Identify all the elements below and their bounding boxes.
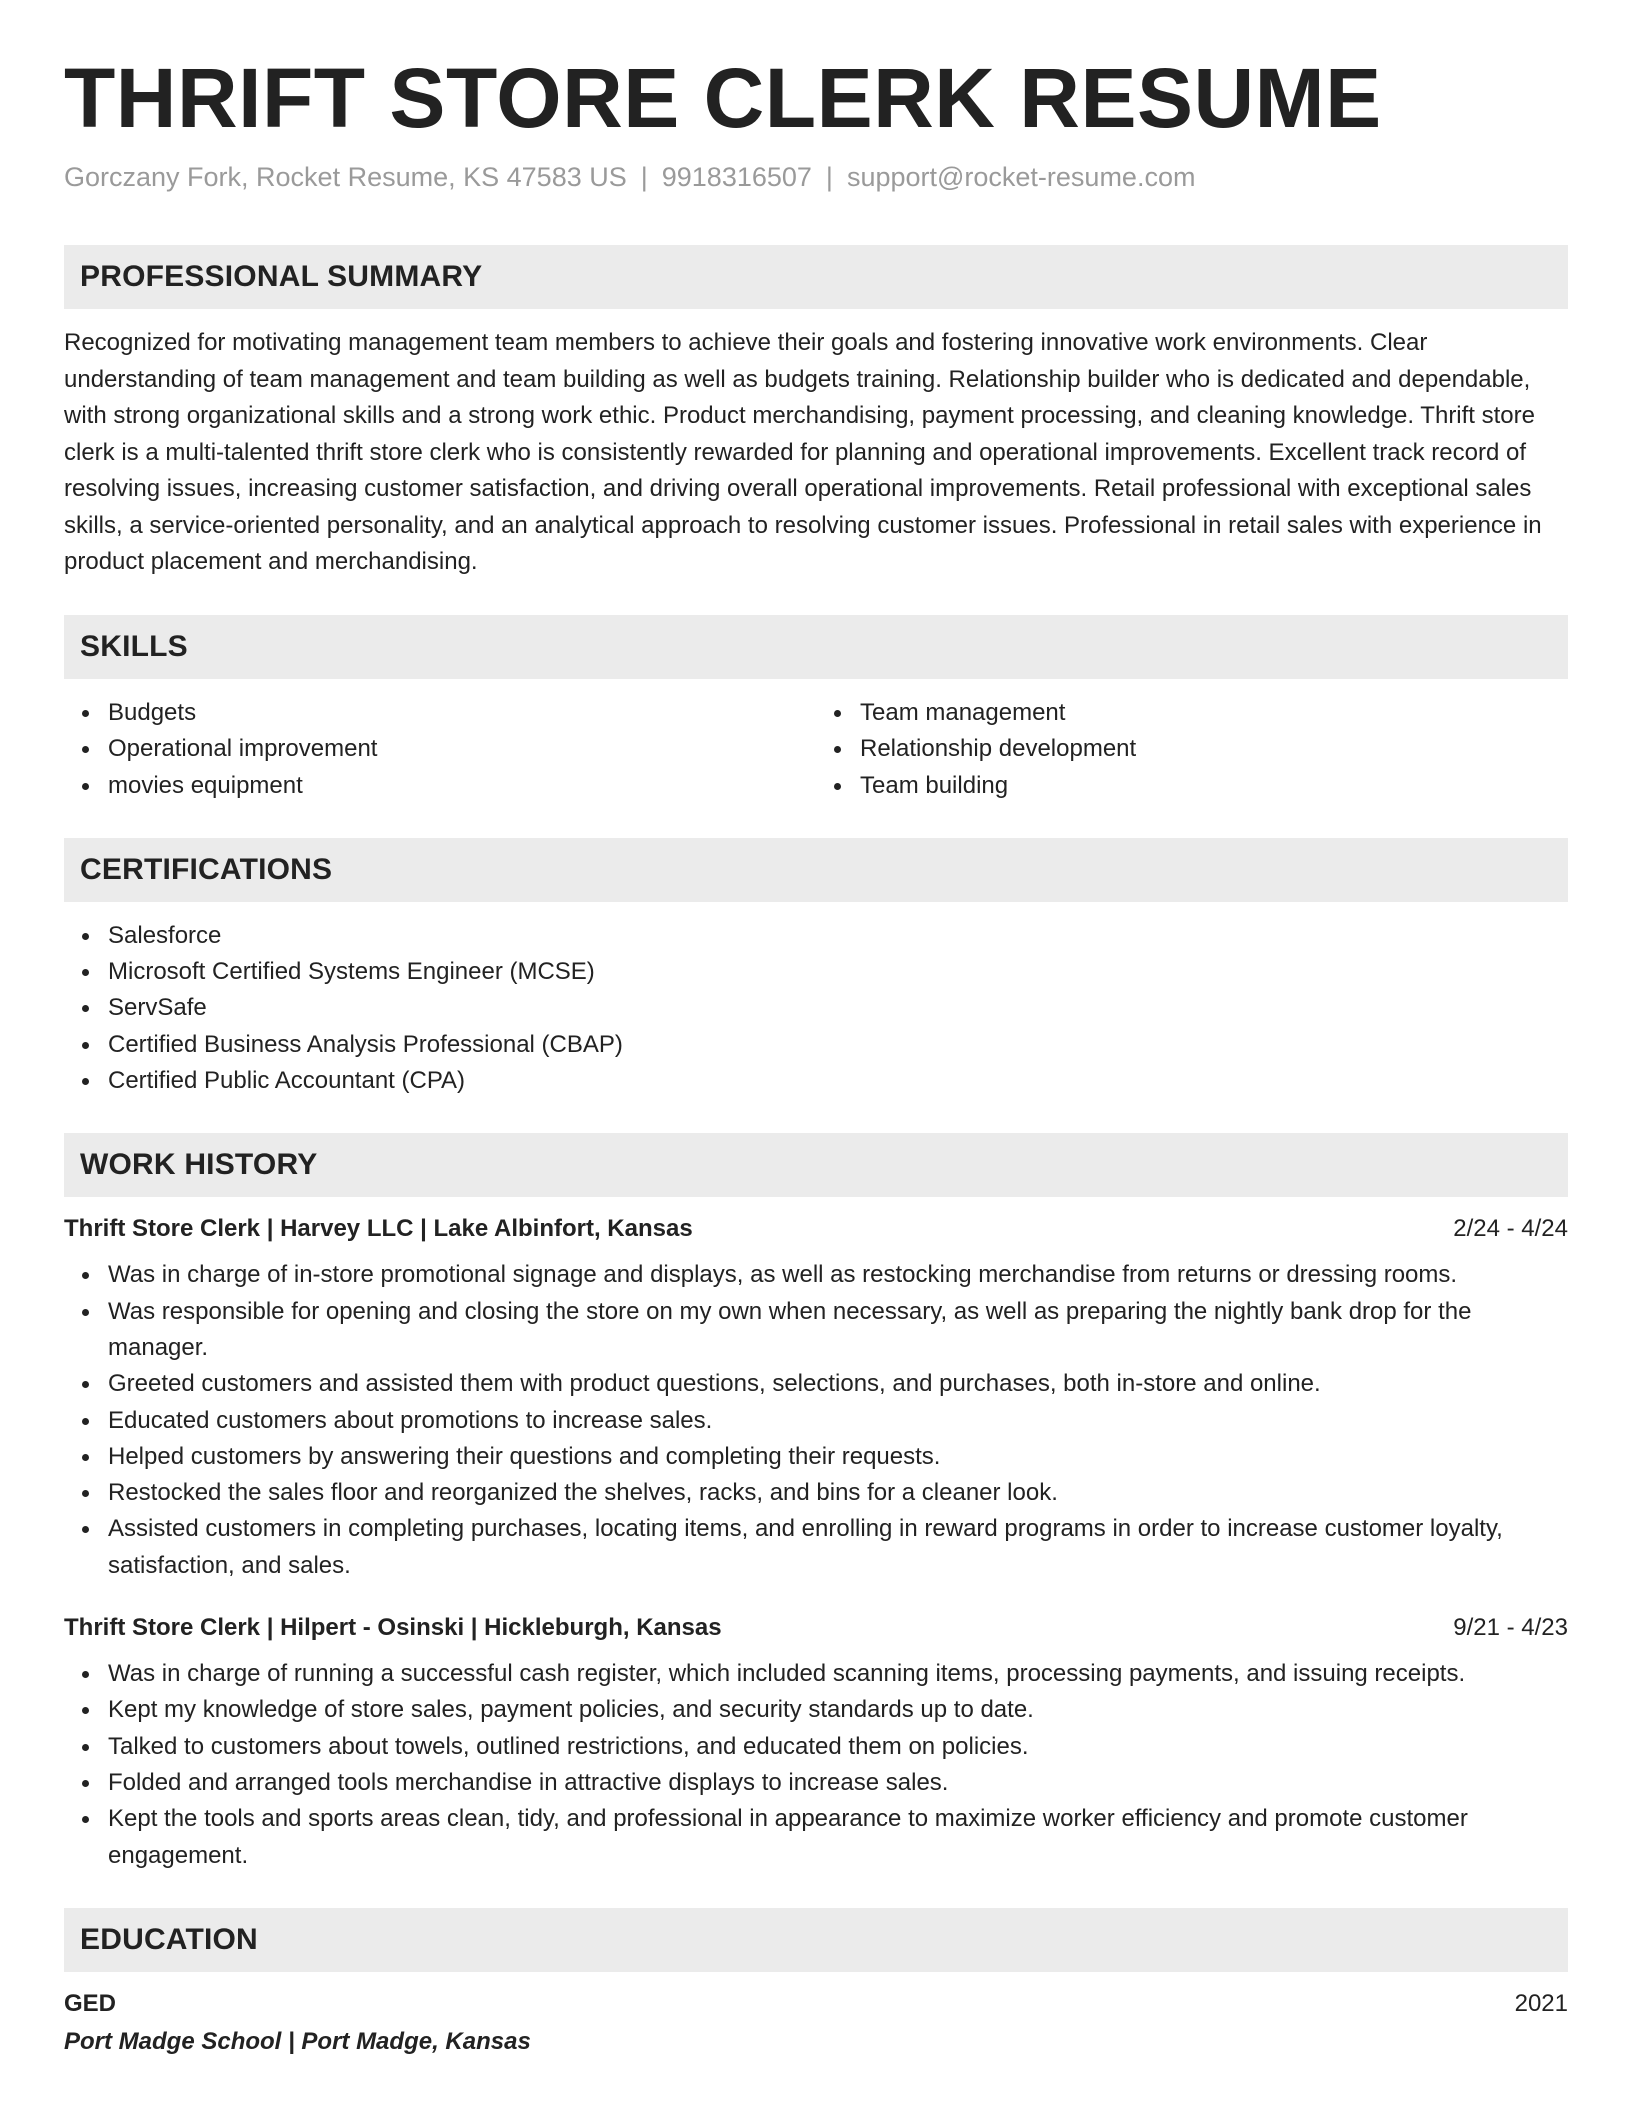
job-bullet: Was in charge of running a successful cash register, which included scanning items, processing payments, and issuing receipts.: [108, 1656, 1568, 1692]
job-entry: [64, 1215, 1568, 1584]
contact-address: Gorczany Fork, Rocket Resume, KS 47583 US: [64, 162, 627, 193]
education-degree: GED: [64, 1989, 117, 2017]
job-dates: 9/21 - 4/23: [1453, 1614, 1568, 1642]
certification-item: Certified Public Accountant (CPA): [108, 1063, 1568, 1099]
skill-item: Relationship development: [860, 731, 1568, 767]
section-title-work-history: WORK HISTORY: [80, 1148, 318, 1182]
job-bullet: Was in charge of in-store promotional signage and displays, as well as restocking merchandise from returns or dressing rooms.: [108, 1257, 1568, 1293]
job-bullet: Kept my knowledge of store sales, payment policies, and security standards up to date.: [108, 1692, 1568, 1728]
section-header-skills: [64, 615, 1568, 679]
job-title-line: Thrift Store Clerk | Harvey LLC | Lake Albinfort, Kansas: [64, 1215, 693, 1243]
section-title-certifications: CERTIFICATIONS: [80, 852, 333, 886]
job-bullet: Kept the tools and sports areas clean, tidy, and professional in appearance to maximize worker efficiency and promote customer engagement.: [108, 1801, 1568, 1874]
job-bullet: Assisted customers in completing purchases, locating items, and enrolling in reward programs in order to increase customer loyalty, satisfaction, and sales.: [108, 1511, 1568, 1584]
skill-item: Team building: [860, 768, 1568, 804]
contact-line: [64, 160, 1568, 195]
certification-item: ServSafe: [108, 990, 1568, 1026]
job-title-line: Thrift Store Clerk | Hilpert - Osinski | Hickleburgh, Kansas: [64, 1614, 722, 1642]
education-school: Port Madge School | Port Madge, Kansas: [64, 2027, 531, 2055]
skills-grid: [64, 695, 1568, 804]
job-bullet: Talked to customers about towels, outlined restrictions, and educated them on policies.: [108, 1729, 1568, 1765]
skills-list-left: [64, 695, 816, 804]
skill-item: Budgets: [108, 695, 816, 731]
contact-separator: |: [640, 162, 648, 193]
certification-item: Salesforce: [108, 918, 1568, 954]
education-year: 2021: [1514, 1989, 1568, 2017]
contact-separator: |: [825, 162, 833, 193]
skill-item: movies equipment: [108, 768, 816, 804]
resume-title: THRIFT STORE CLERK RESUME: [64, 51, 1382, 145]
job-bullet: Restocked the sales floor and reorganized the shelves, racks, and bins for a cleaner look.: [108, 1475, 1568, 1511]
skill-item: Operational improvement: [108, 731, 816, 767]
skills-list-right: [816, 695, 1568, 804]
contact-email: support@rocket-resume.com: [846, 162, 1196, 193]
job-dates: 2/24 - 4/24: [1453, 1215, 1568, 1243]
section-header-summary: [64, 245, 1568, 309]
job-bullet: Folded and arranged tools merchandise in attractive displays to increase sales.: [108, 1765, 1568, 1801]
job-header: [64, 1215, 1568, 1243]
job-bullets: [64, 1257, 1568, 1584]
section-title-education: EDUCATION: [80, 1922, 258, 1956]
certification-item: Certified Business Analysis Professional (CBAP): [108, 1027, 1568, 1063]
job-bullet: Educated customers about promotions to increase sales.: [108, 1403, 1568, 1439]
contact-phone: 9918316507: [661, 162, 812, 193]
section-header-work-history: [64, 1133, 1568, 1197]
job-bullet: Helped customers by answering their questions and completing their requests.: [108, 1439, 1568, 1475]
job-bullets: [64, 1656, 1568, 1874]
job-bullet: Greeted customers and assisted them with product questions, selections, and purchases, both in-store and online.: [108, 1366, 1568, 1402]
education-header: [64, 1990, 1568, 2018]
certification-item: Microsoft Certified Systems Engineer (MCSE): [108, 954, 1568, 990]
certifications-list: [64, 918, 1568, 1099]
section-header-certifications: [64, 838, 1568, 902]
job-entry: [64, 1614, 1568, 1874]
job-header: [64, 1614, 1568, 1642]
section-title-summary: PROFESSIONAL SUMMARY: [80, 260, 483, 294]
skill-item: Team management: [860, 695, 1568, 731]
section-header-education: [64, 1908, 1568, 1972]
section-title-skills: SKILLS: [80, 629, 188, 663]
summary-text: Recognized for motivating management team members to achieve their goals and fostering innovative work environments. Clear understanding of team management and team building as well as budgets training. Relationship builder who is dedicated and dependable, with strong organizational skills and a strong work ethic. Product merchandising, payment processing, and cleaning knowledge. Thrift store clerk is a multi-talented thrift store clerk who is consistently rewarded for planning and operational improvements. Excellent track record of resolving issues, increasing customer satisfaction, and driving overall operational improvements. Retail professional with exceptional sales skills, a service-oriented personality, and an analytical approach to resolving customer issues. Professional in retail sales with experience in product placement and merchandising.: [64, 329, 1542, 576]
job-bullet: Was responsible for opening and closing the store on my own when necessary, as well as preparing the nightly bank drop for the manager.: [108, 1294, 1568, 1367]
